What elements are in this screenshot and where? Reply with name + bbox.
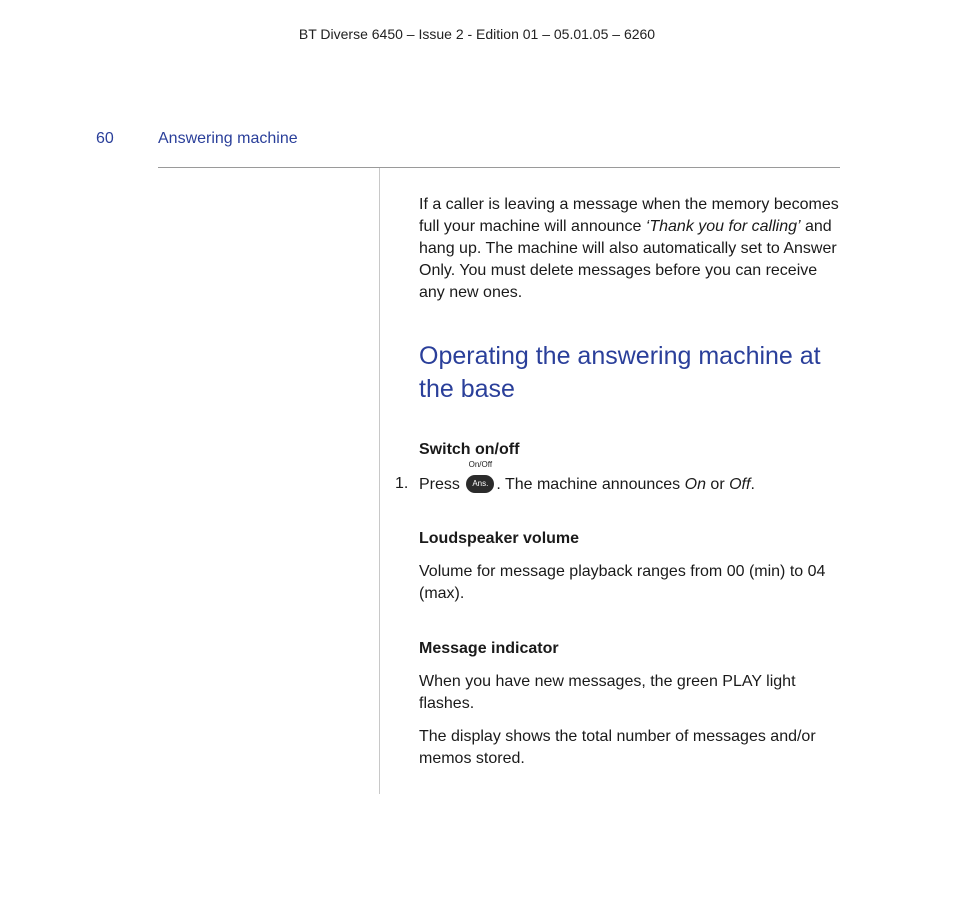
on-word: On xyxy=(684,476,706,493)
main-content xyxy=(395,194,839,770)
section-title: Answering machine xyxy=(158,130,298,147)
indicator-text-1: When you have new messages, the green PLAY light flashes. xyxy=(419,673,796,712)
intro-text-1: If a caller is leaving a message when the memory becomes full your machine will announce xyxy=(419,196,839,235)
step-text-middle: . The machine announces xyxy=(496,476,685,493)
or-word: or xyxy=(705,476,730,493)
indicator-text-2: The display shows the total number of messages and/or memos stored. xyxy=(419,728,816,767)
volume-text: Volume for message playback ranges from 00 (min) to 04 (max). xyxy=(419,563,826,602)
section-heading: Operating the answering machine at the base xyxy=(419,342,821,403)
page-number: 60 xyxy=(96,130,114,147)
step-number: 1. xyxy=(395,475,409,492)
document-header: BT Diverse 6450 – Issue 2 - Edition 01 – 05.01.05 – 6260 xyxy=(298,26,656,42)
step-period: . xyxy=(750,476,755,493)
column-divider xyxy=(379,168,380,794)
intro-text-2: and hang up. The machine will also automatically set to Answer Only. You must delete messages before you can receive any new ones. xyxy=(419,218,837,301)
key-top-label: On/Off xyxy=(468,460,493,469)
header-divider xyxy=(158,167,840,168)
switch-step xyxy=(395,460,839,495)
indicator-heading: Message indicator xyxy=(419,640,559,657)
volume-heading: Loudspeaker volume xyxy=(419,530,580,547)
intro-quote: ‘Thank you for calling’ xyxy=(645,218,801,235)
intro-paragraph xyxy=(419,194,839,304)
ans-key-icon xyxy=(466,460,494,493)
key-label: Ans. xyxy=(466,475,494,493)
switch-heading: Switch on/off xyxy=(419,441,520,458)
off-word: Off xyxy=(729,476,751,493)
step-text-press: Press xyxy=(419,476,465,493)
